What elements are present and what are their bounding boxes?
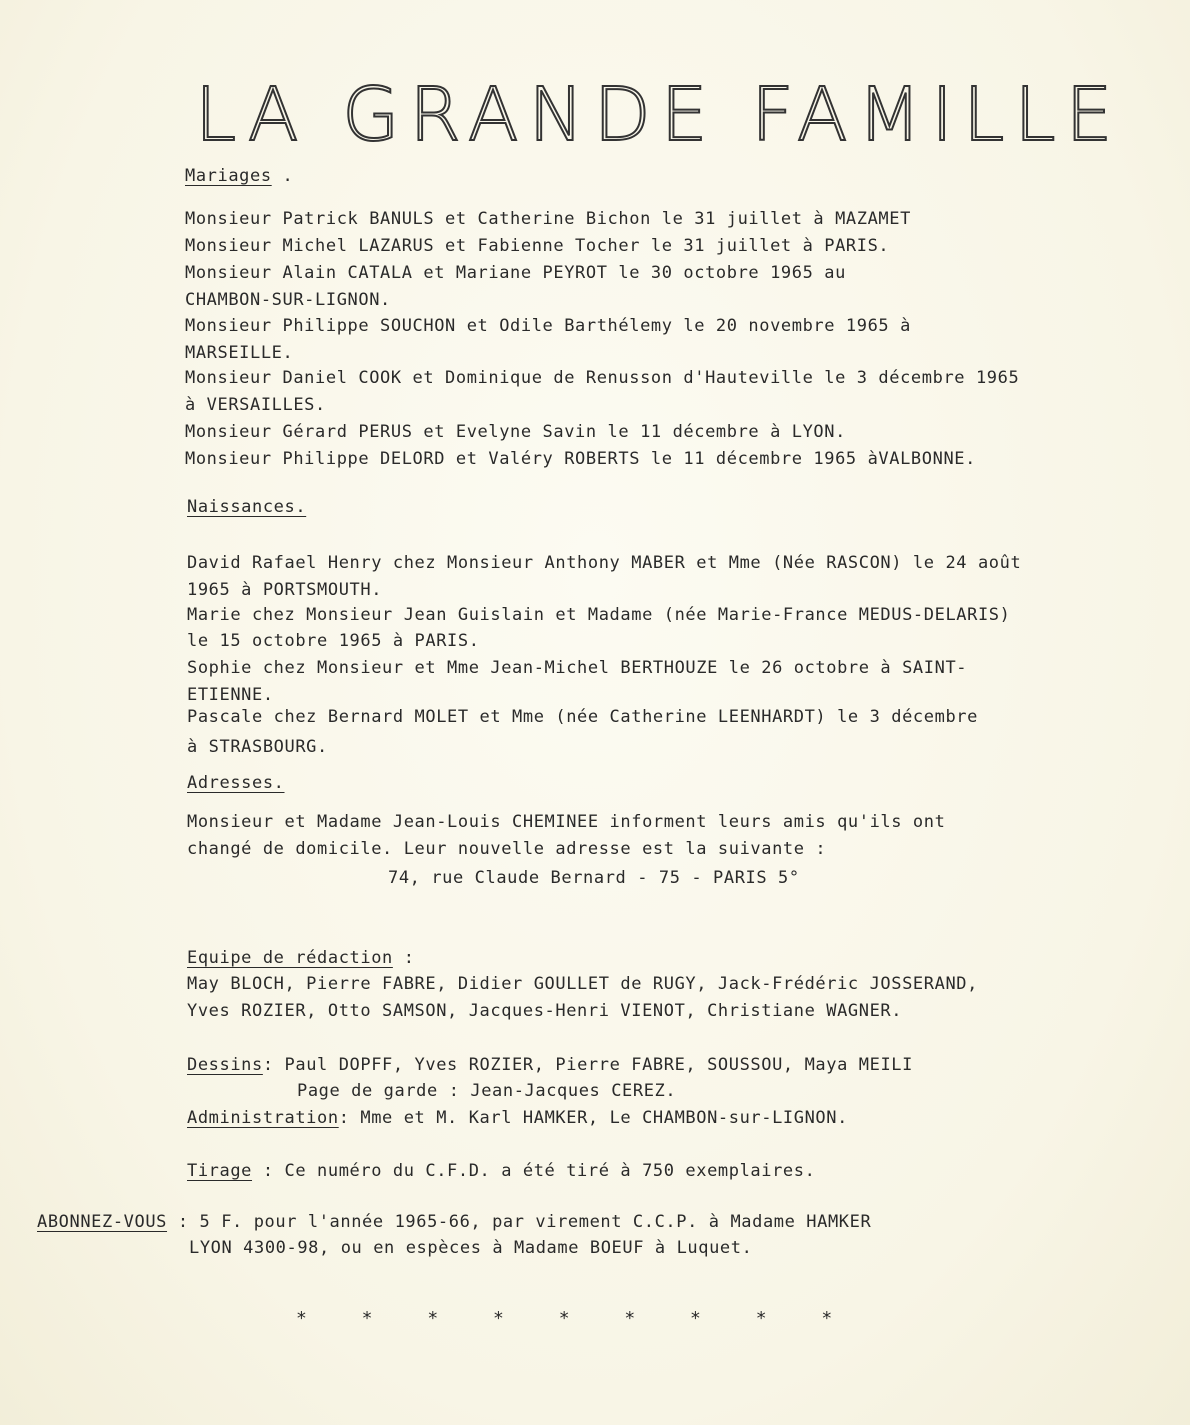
- mariage-line: CHAMBON-SUR-LIGNON.: [185, 290, 391, 310]
- dessins-line: [187, 1052, 913, 1078]
- mariage-line: Monsieur Gérard PERUS et Evelyne Savin le 11 décembre à LYON.: [185, 422, 846, 442]
- mariage-line: Monsieur Philippe SOUCHON et Odile Barthélemy le 20 novembre 1965 à: [185, 316, 911, 336]
- naissance-line: ETIENNE.: [187, 685, 274, 705]
- mariage-line: Monsieur Philippe DELORD et Valéry ROBERTS le 11 décembre 1965 àVALBONNE.: [185, 449, 976, 469]
- mariage-line: Monsieur Daniel COOK et Dominique de Renusson d'Hauteville le 3 décembre 1965: [185, 368, 1020, 388]
- tirage-text: : Ce numéro du C.F.D. a été tiré à 750 exemplaires.: [252, 1161, 816, 1181]
- equipe-heading: Equipe de rédaction: [187, 948, 393, 968]
- abonnez-text: : 5 F. pour l'année 1965-66, par virement C.C.P. à Madame HAMKER: [167, 1212, 872, 1232]
- abonnez-line-2: LYON 4300-98, ou en espèces à Madame BOEUF à Luquet.: [189, 1238, 753, 1258]
- administration-line: [187, 1105, 848, 1131]
- page-de-garde: Page de garde : Jean-Jacques CEREZ.: [297, 1081, 677, 1101]
- mariage-line: MARSEILLE.: [185, 343, 294, 363]
- naissance-line: David Rafael Henry chez Monsieur Anthony MABER et Mme (Née RASCON) le 24 août: [187, 553, 1022, 573]
- mariage-line: à VERSAILLES.: [185, 395, 326, 415]
- naissance-line: 1965 à PORTSMOUTH.: [187, 580, 383, 600]
- abonnez-line: [37, 1209, 871, 1235]
- naissances-heading: Naissances.: [187, 497, 307, 517]
- adresses-heading: Adresses.: [187, 773, 285, 793]
- mariage-line: Monsieur Patrick BANULS et Catherine Bichon le 31 juillet à MAZAMET: [185, 209, 911, 229]
- tirage-heading: Tirage: [187, 1161, 253, 1181]
- dessins-heading: Dessins: [187, 1055, 263, 1075]
- page-title: LA GRANDE FAMILLE: [195, 72, 1123, 158]
- tirage-line: [187, 1158, 815, 1184]
- naissance-line: Sophie chez Monsieur et Mme Jean-Michel BERTHOUZE le 26 octobre à SAINT-: [187, 658, 968, 678]
- star-separator: * * * * * * * * *: [296, 1308, 833, 1329]
- equipe-heading-line: [187, 945, 415, 971]
- mariages-heading: Mariages: [185, 166, 272, 186]
- equipe-heading-suffix: :: [392, 948, 415, 968]
- mariages-heading-line: [185, 163, 293, 189]
- abonnez-heading: ABONNEZ-VOUS: [37, 1212, 168, 1232]
- naissance-line: à STRASBOURG.: [187, 737, 328, 757]
- naissance-line: Marie chez Monsieur Jean Guislain et Madame (née Marie-France MEDUS-DELARIS): [187, 605, 1011, 625]
- naissance-line: le 15 octobre 1965 à PARIS.: [187, 631, 480, 651]
- equipe-line: Yves ROZIER, Otto SAMSON, Jacques-Henri VIENOT, Christiane WAGNER.: [187, 1001, 903, 1021]
- new-address: 74, rue Claude Bernard - 75 - PARIS 5°: [388, 868, 800, 888]
- dessins-text: : Paul DOPFF, Yves ROZIER, Pierre FABRE, SOUSSOU, Maya MEILI: [262, 1055, 913, 1075]
- mariage-line: Monsieur Michel LAZARUS et Fabienne Tocher le 31 juillet à PARIS.: [185, 236, 890, 256]
- adresse-line: Monsieur et Madame Jean-Louis CHEMINEE informent leurs amis qu'ils ont: [187, 812, 946, 832]
- mariage-line: Monsieur Alain CATALA et Mariane PEYROT le 30 octobre 1965 au: [185, 263, 846, 283]
- equipe-line: May BLOCH, Pierre FABRE, Didier GOULLET de RUGY, Jack-Frédéric JOSSERAND,: [187, 974, 978, 994]
- administration-text: : Mme et M. Karl HAMKER, Le CHAMBON-sur-LIGNON.: [338, 1108, 848, 1128]
- naissance-line: Pascale chez Bernard MOLET et Mme (née Catherine LEENHARDT) le 3 décembre: [187, 707, 978, 727]
- mariages-heading-suffix: .: [271, 166, 294, 186]
- administration-heading: Administration: [187, 1108, 339, 1128]
- adresse-line: changé de domicile. Leur nouvelle adresse est la suivante :: [187, 839, 827, 859]
